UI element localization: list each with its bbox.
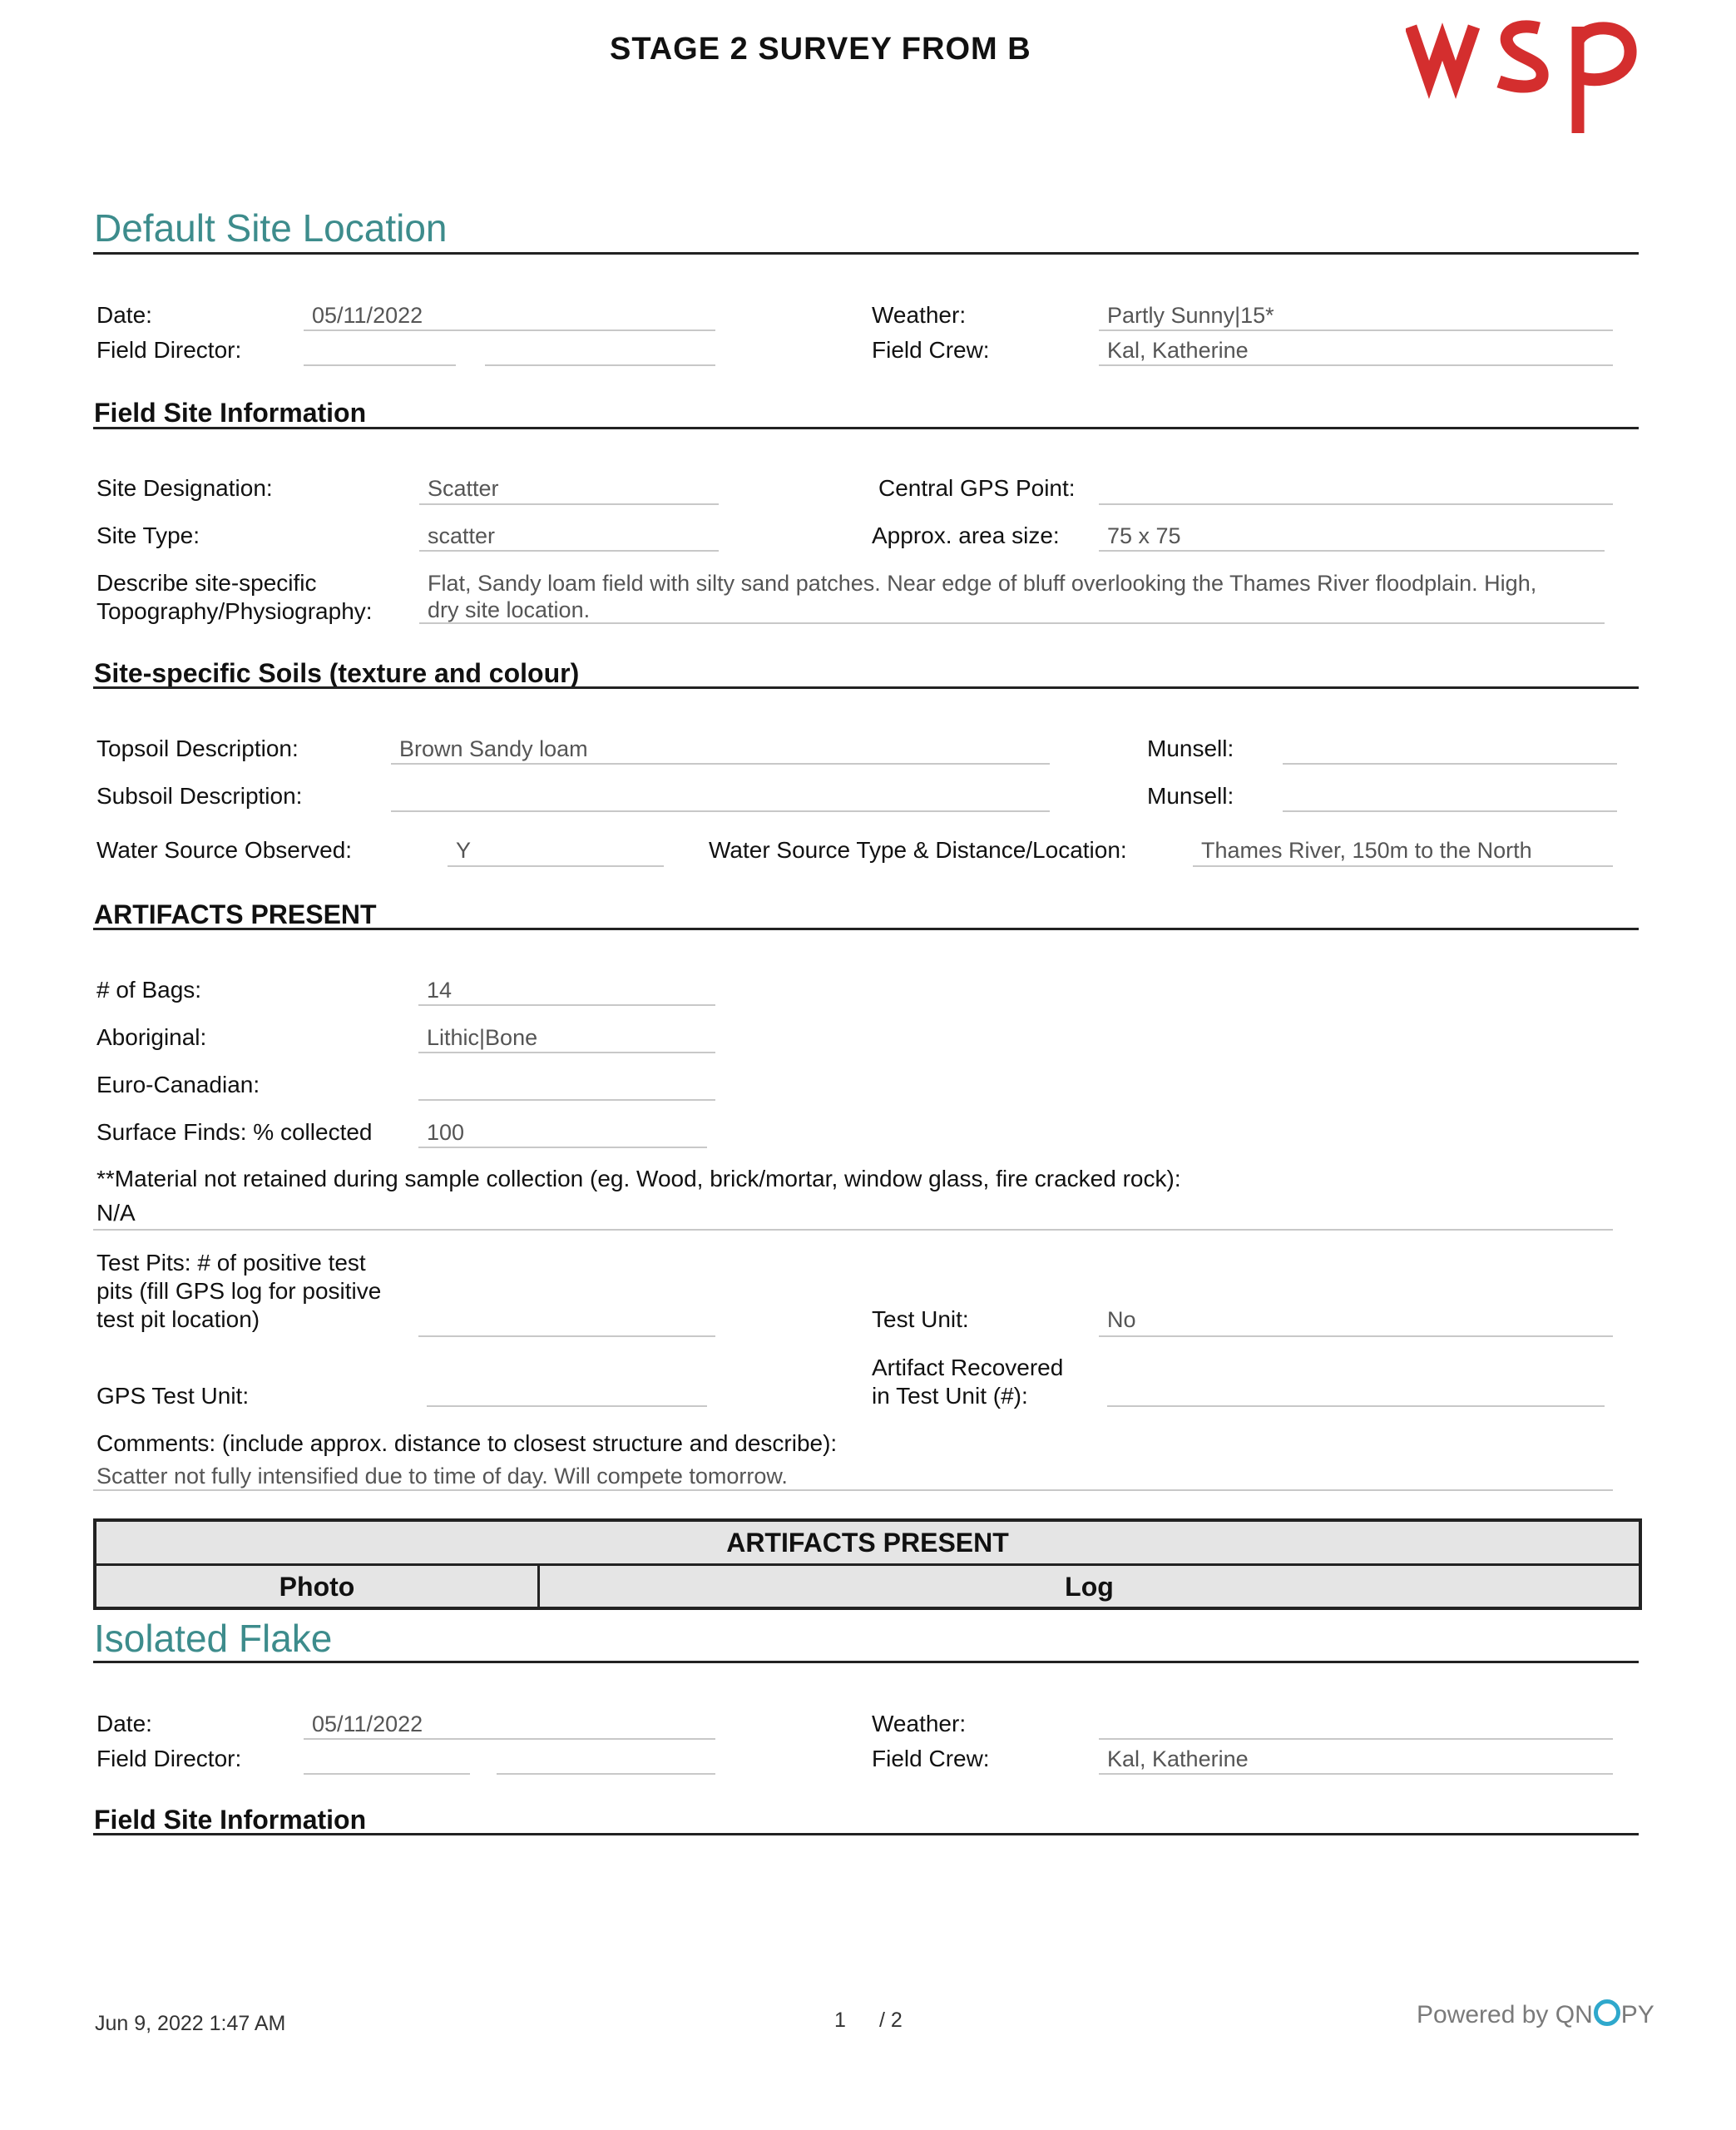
page-total: / 2 <box>879 2009 903 2032</box>
powered-by-prefix: Powered by QN <box>1417 2001 1593 2028</box>
water-observed-label: Water Source Observed: <box>96 837 353 863</box>
gps-test-unit-label: GPS Test Unit: <box>96 1383 250 1409</box>
print-timestamp: Jun 9, 2022 1:47 AM <box>95 2012 286 2035</box>
weather-field[interactable]: Partly Sunny|15* <box>1107 303 1274 328</box>
material-field[interactable]: N/A <box>96 1200 136 1226</box>
bags-field[interactable]: 14 <box>427 978 453 1003</box>
field-crew-field[interactable]: Kal, Katherine <box>1107 338 1249 363</box>
date-underline-2 <box>304 1738 715 1740</box>
field-director-field-a[interactable] <box>304 364 456 366</box>
site-type-field[interactable]: scatter <box>428 523 496 548</box>
bags-label: # of Bags: <box>96 977 202 1003</box>
site-type-underline <box>419 550 719 552</box>
gps-test-unit-field[interactable] <box>427 1405 707 1407</box>
subsoil-label: Subsoil Description: <box>96 783 303 809</box>
date-field[interactable]: 05/11/2022 <box>312 303 423 328</box>
document-title: STAGE 2 SURVEY FROM B <box>610 32 1031 67</box>
field-director-field-2a[interactable] <box>304 1773 470 1775</box>
weather-label: Weather: <box>872 302 967 328</box>
section-title-artifacts: ARTIFACTS PRESENT <box>94 899 377 929</box>
page-current: 1 <box>834 2009 846 2032</box>
munsell-label-1: Munsell: <box>1147 736 1234 761</box>
topsoil-label: Topsoil Description: <box>96 736 299 761</box>
area-size-label: Approx. area size: <box>872 523 1060 548</box>
munsell-field-2[interactable] <box>1283 810 1617 812</box>
section-title-field-site-2: Field Site Information <box>94 1805 367 1835</box>
comments-field[interactable]: Scatter not fully intensified due to time of day. Will compete tomorrow. <box>96 1464 788 1489</box>
aboriginal-field[interactable]: Lithic|Bone <box>427 1025 538 1050</box>
comments-label: Comments: (include approx. distance to closest structure and describe): <box>96 1430 838 1456</box>
weather-field-2[interactable] <box>1099 1738 1613 1740</box>
central-gps-field[interactable] <box>1099 503 1613 505</box>
date-field-2[interactable]: 05/11/2022 <box>312 1711 423 1736</box>
table-col-photo: Photo <box>96 1566 540 1607</box>
qnopy-o-icon <box>1594 1999 1620 2026</box>
table-col-log: Log <box>1065 1572 1114 1602</box>
section-divider <box>93 252 1639 255</box>
date-underline <box>304 329 715 331</box>
material-label: **Material not retained during sample collection (eg. Wood, brick/mortar, window glass, fire cracked rock): <box>96 1166 1181 1191</box>
topography-field-line2[interactable]: dry site location. <box>428 597 591 622</box>
central-gps-label: Central GPS Point: <box>878 475 1076 501</box>
wsp-logo-mark <box>1406 17 1647 141</box>
section-title-isolated-flake: Isolated Flake <box>94 1617 333 1660</box>
date-label: Date: <box>96 302 152 328</box>
topography-underline <box>419 622 1605 624</box>
material-underline <box>93 1229 1613 1231</box>
test-pits-label-line1: Test Pits: # of positive test <box>96 1250 366 1276</box>
field-crew-label: Field Crew: <box>872 337 990 363</box>
water-observed-field[interactable]: Y <box>456 838 472 863</box>
artifact-recovered-label-line2: in Test Unit (#): <box>872 1383 1028 1409</box>
field-crew-underline-2 <box>1099 1773 1613 1775</box>
site-designation-field[interactable]: Scatter <box>428 476 499 501</box>
artifacts-table-title: ARTIFACTS PRESENT <box>96 1522 1639 1566</box>
site-type-label: Site Type: <box>96 523 200 548</box>
bags-underline <box>418 1004 715 1006</box>
aboriginal-label: Aboriginal: <box>96 1024 207 1050</box>
area-size-field[interactable]: 75 x 75 <box>1107 523 1181 548</box>
aboriginal-underline <box>418 1052 715 1053</box>
powered-by-logo <box>1417 1999 1654 2029</box>
surface-finds-field[interactable]: 100 <box>427 1120 465 1145</box>
test-unit-label: Test Unit: <box>872 1306 969 1332</box>
field-crew-underline <box>1099 364 1613 366</box>
artifacts-table <box>93 1518 1642 1610</box>
topsoil-underline <box>391 763 1050 765</box>
wsp-logo <box>1406 17 1647 146</box>
section-divider <box>93 1833 1639 1835</box>
water-observed-underline <box>448 865 664 867</box>
test-unit-underline <box>1099 1335 1613 1337</box>
comments-underline <box>93 1489 1613 1491</box>
area-size-underline <box>1099 550 1605 552</box>
section-divider <box>93 1661 1639 1663</box>
subsoil-field[interactable] <box>391 810 1050 812</box>
topography-field-line1[interactable]: Flat, Sandy loam field with silty sand patches. Near edge of bluff overlooking the Thames River floodplain. High, <box>428 571 1537 596</box>
field-director-field-2b[interactable] <box>497 1773 715 1775</box>
test-pits-label-line3: test pit location) <box>96 1306 260 1332</box>
water-type-underline <box>1193 865 1613 867</box>
site-designation-label: Site Designation: <box>96 475 273 501</box>
munsell-field-1[interactable] <box>1283 763 1617 765</box>
field-crew-label-2: Field Crew: <box>872 1746 990 1771</box>
munsell-label-2: Munsell: <box>1147 783 1234 809</box>
artifact-recovered-field[interactable] <box>1107 1405 1605 1407</box>
water-type-label: Water Source Type & Distance/Location: <box>709 837 1127 863</box>
test-pits-label-line2: pits (fill GPS log for positive <box>96 1278 382 1304</box>
euro-canadian-label: Euro-Canadian: <box>96 1072 260 1097</box>
section-title-default-site: Default Site Location <box>94 206 448 250</box>
artifact-recovered-label-line1: Artifact Recovered <box>872 1355 1064 1380</box>
powered-by-suffix: PY <box>1620 2001 1654 2028</box>
field-crew-field-2[interactable]: Kal, Katherine <box>1107 1746 1249 1771</box>
euro-canadian-field[interactable] <box>418 1099 715 1101</box>
field-director-field-b[interactable] <box>485 364 715 366</box>
section-title-soils: Site-specific Soils (texture and colour) <box>94 658 580 688</box>
field-director-label: Field Director: <box>96 337 242 363</box>
topography-label-line1: Describe site-specific <box>96 570 317 596</box>
test-unit-field[interactable]: No <box>1107 1307 1136 1332</box>
surface-finds-label: Surface Finds: % collected <box>96 1119 373 1145</box>
section-title-field-site: Field Site Information <box>94 398 367 428</box>
surface-finds-underline <box>418 1147 707 1148</box>
topography-label-line2: Topography/Physiography: <box>96 598 373 624</box>
section-divider <box>93 928 1639 930</box>
section-divider <box>93 686 1639 689</box>
site-designation-underline <box>419 503 719 505</box>
topsoil-field[interactable]: Brown Sandy loam <box>399 736 588 761</box>
section-divider <box>93 427 1639 429</box>
field-director-label-2: Field Director: <box>96 1746 242 1771</box>
weather-underline <box>1099 329 1613 331</box>
weather-label-2: Weather: <box>872 1711 967 1736</box>
date-label-2: Date: <box>96 1711 152 1736</box>
test-pits-field[interactable] <box>418 1335 715 1337</box>
water-type-field[interactable]: Thames River, 150m to the North <box>1201 838 1532 863</box>
